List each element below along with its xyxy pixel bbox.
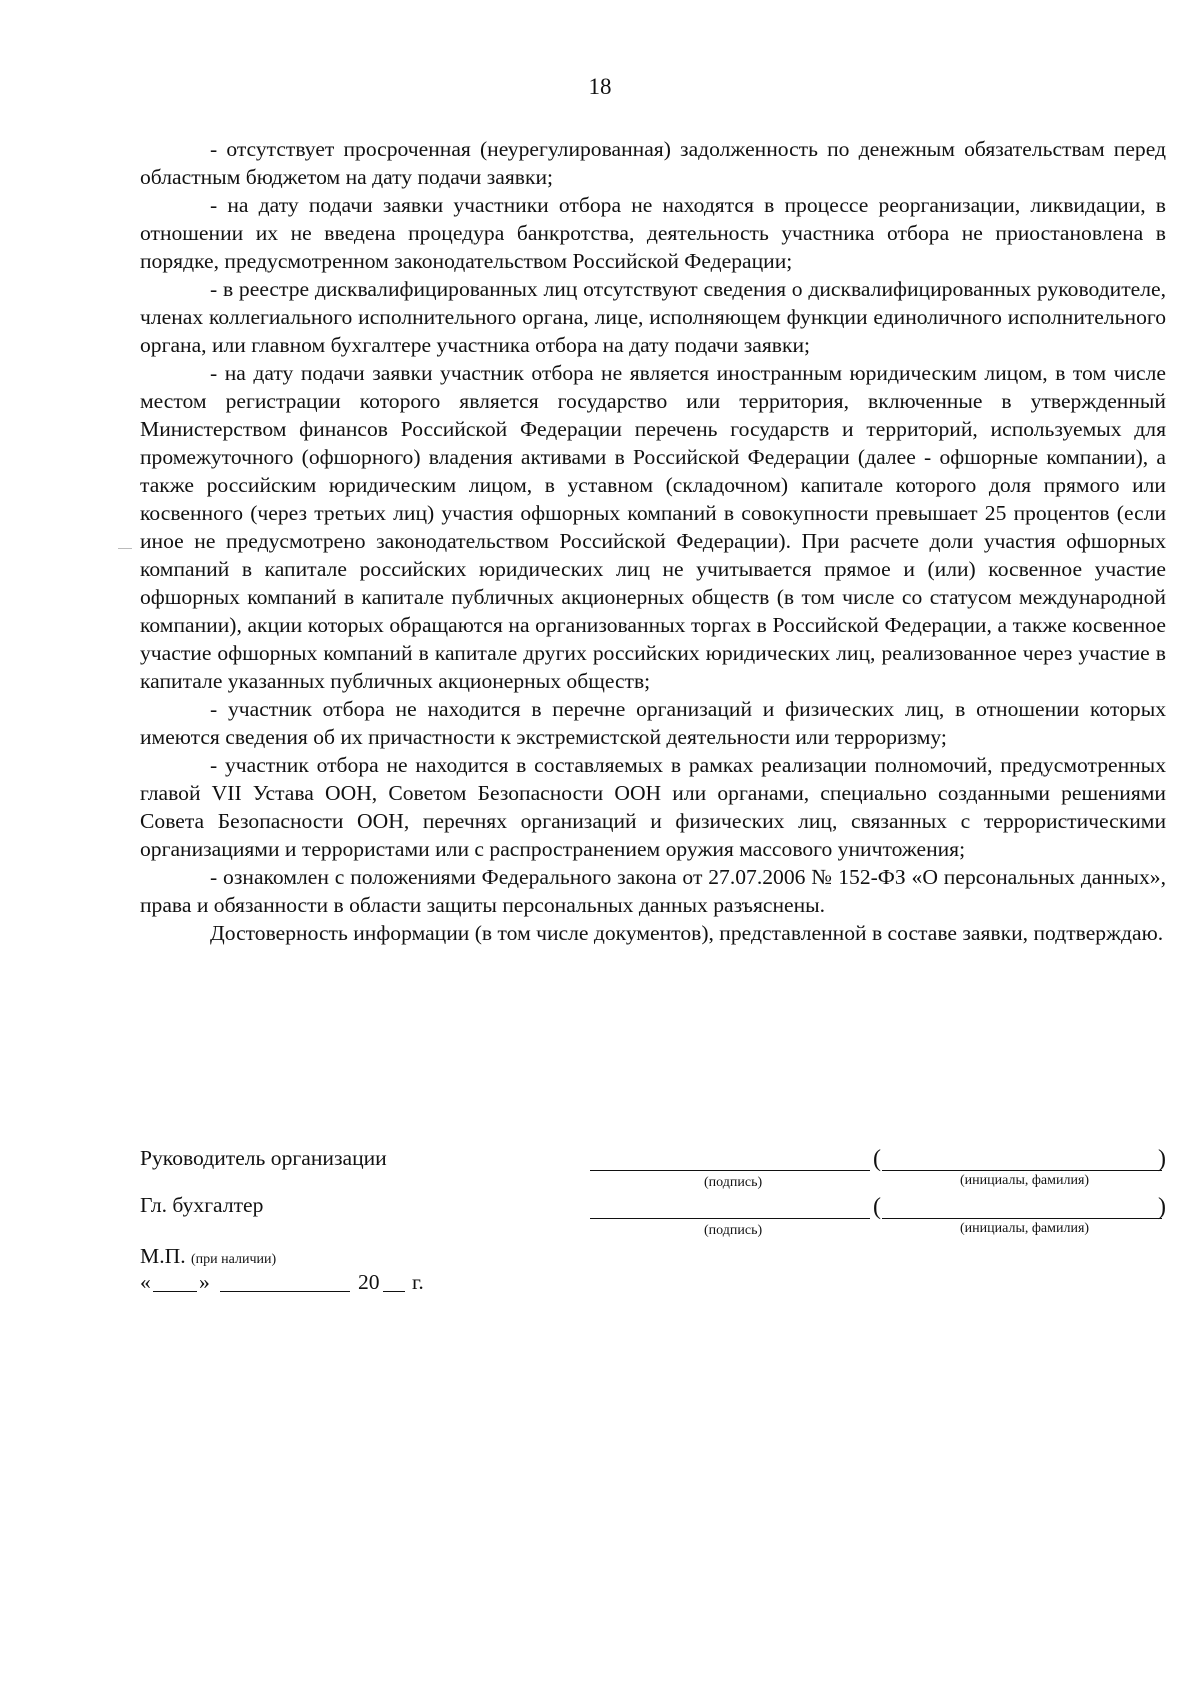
date-month-line[interactable]: [220, 1291, 350, 1292]
director-signature-line[interactable]: [590, 1170, 870, 1171]
signature-caption: (подпись): [704, 1223, 763, 1238]
name-caption: (инициалы, фамилия): [960, 1173, 1090, 1188]
open-paren: (: [873, 1194, 881, 1220]
scan-mark: [118, 548, 132, 549]
open-paren: (: [873, 1146, 881, 1172]
signature-caption: (подпись): [704, 1175, 763, 1190]
paragraph: Достоверность информации (в том числе документов), представленной в составе заявки, подтверждаю.: [210, 921, 1164, 945]
paragraph: - на дату подачи заявки участник отбора не является иностранным юридическим лицом, в том числе местом регистрации которого является государство или территория, включенные в утвержденный Министерством финансов Российской Федерации перечень государств и территорий, используемых для промежуточного (офшорного) владения активами в Российской Федерации (далее - офшорные компании), а также российским юридическим лицом, в уставном (складочном) капитале которого доля прямого или косвенного (через третьих лиц) участия офшорных компаний в совокупности превышает 25 процентов (если иное не предусмотрено законодательством Российской Федерации). При расчете доли участия офшорных компаний в капитале российских юридических лиц не учитывается прямое и (или) косвенное участие офшорных компаний в капитале публичных акционерных обществ (в том числе со статусом международной компании), акции которых обращаются на организованных торгах в Российской Федерации, а также косвенное участие офшорных компаний в капитале других российских юридических лиц, реализованное через участие в капитале указанных публичных акционерных обществ;: [140, 361, 1166, 693]
close-paren: ): [1158, 1194, 1166, 1220]
stamp-note: (при наличии): [191, 1252, 277, 1267]
director-label: Руководитель организации: [140, 1146, 387, 1170]
accountant-label: Гл. бухгалтер: [140, 1193, 264, 1217]
paragraph: - в реестре дисквалифицированных лиц отсутствуют сведения о дисквалифицированных руководителе, членах коллегиального исполнительного органа, лице, исполняющем функции единоличного исполнительного органа, или главном бухгалтере участника отбора на дату подачи заявки;: [140, 277, 1166, 357]
date-year-suffix: г.: [412, 1270, 424, 1294]
director-name-line[interactable]: [882, 1170, 1162, 1171]
date-year-line[interactable]: [383, 1291, 405, 1292]
paragraph: - ознакомлен с положениями Федерального закона от 27.07.2006 № 152-ФЗ «О персональных данных», права и обязанности в области защиты персональных данных разъяснены.: [140, 865, 1166, 917]
stamp-label: М.П.: [140, 1244, 186, 1268]
accountant-signature-line[interactable]: [590, 1218, 870, 1219]
date-day-line[interactable]: [153, 1291, 197, 1292]
body-text: [140, 135, 1166, 947]
page-number: 18: [588, 74, 612, 99]
close-paren: ): [1158, 1146, 1166, 1172]
date-close-quote: »: [199, 1270, 210, 1294]
paragraph: - на дату подачи заявки участники отбора не находятся в процессе реорганизации, ликвидации, в отношении их не введена процедура банкротства, деятельность участника отбора не приостановлена в порядке, предусмотренном законодательством Российской Федерации;: [140, 193, 1166, 273]
date-year-prefix: 20: [358, 1270, 380, 1294]
date-open-quote: «: [140, 1270, 151, 1294]
accountant-name-line[interactable]: [882, 1218, 1162, 1219]
paragraph: - участник отбора не находится в составляемых в рамках реализации полномочий, предусмотренных главой VII Устава ООН, Советом Безопасности ООН или органами, специально созданными решениями Совета Безопасности ООН, перечнях организаций и физических лиц, связанных с террористическими организациями и террористами или с распространением оружия массового уничтожения;: [140, 753, 1166, 861]
paragraph: - участник отбора не находится в перечне организаций и физических лиц, в отношении которых имеются сведения об их причастности к экстремистской деятельности или терроризму;: [140, 697, 1166, 749]
name-caption: (инициалы, фамилия): [960, 1221, 1090, 1236]
paragraph: - отсутствует просроченная (неурегулированная) задолженность по денежным обязательствам перед областным бюджетом на дату подачи заявки;: [140, 137, 1166, 189]
